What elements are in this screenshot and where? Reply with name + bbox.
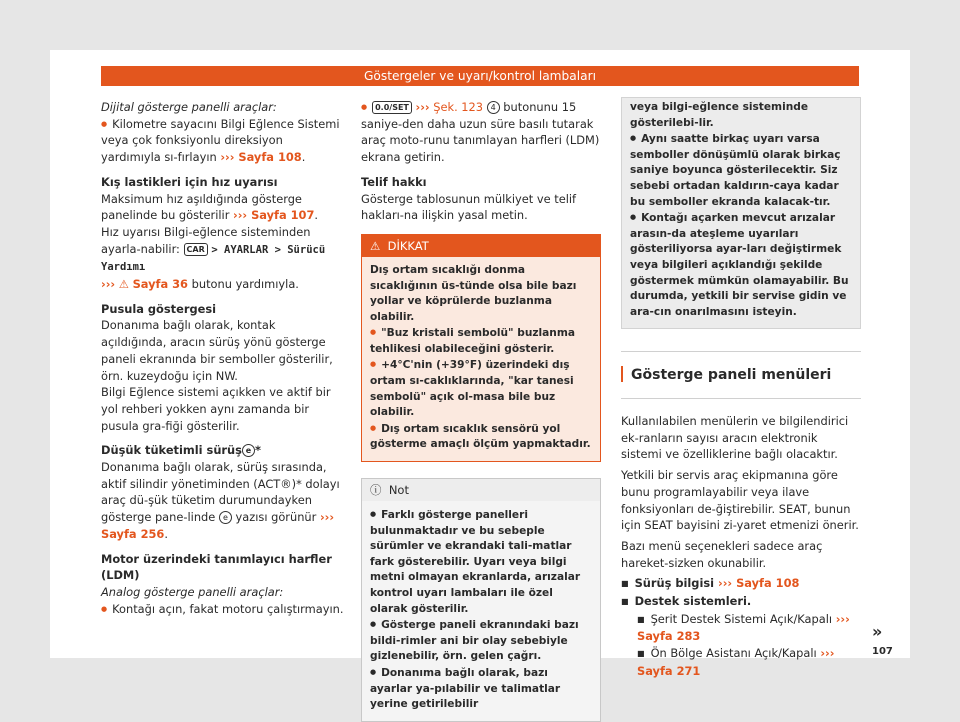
menus-text-3: Bazı menü seçenekleri sadece araç hareket-sizken okunabilir. — [621, 538, 823, 570]
note-item: ● Farklı gösterge panelleri bulunmaktadır ve bu sebeple sürümler ve ekrandaki tali-matlar fark gösterebilir. Uyarı veya bilgi metni olmayan ekranlarda, arızalar kontrol uyarı lambaları ile özel olarak gösterilir. — [370, 507, 592, 617]
heading-copyright: Telif hakkı — [361, 174, 427, 189]
menu-list-item: ■ Destek sistemleri. — [621, 593, 861, 611]
note-body — [362, 501, 600, 721]
warning-item: ● +4°C'nin (+39°F) üzerindeki dış ortam sı-caklıklarında, "kar tanesi sembolü" açık ol-masa bile buz olabilir. — [370, 357, 592, 420]
menu-path: > AYARLAR > Sürücü Yardımı — [101, 243, 326, 274]
figure-link[interactable]: Şek. 123 — [433, 100, 484, 114]
chapter-header: Göstergeler ve uyarı/kontrol lambaları — [101, 66, 859, 86]
eco-text: Donanıma bağlı olarak, sürüş sırasında, aktif silindir yönetiminden (ACT®)* dolayı araç dü-şük tüketim durumundayken gösterge pane-linde e yazısı görünür ››› Sayfa 256. — [101, 460, 340, 541]
warning-item: ● Dış ortam sıcaklık sensörü yol gösterme amaçlı ölçüm yapmaktadır. — [370, 421, 592, 453]
warning-header: ⚠ DİKKAT — [362, 235, 600, 257]
submenu-item: ■ Ön Bölge Asistanı Açık/Kapalı ››› Sayfa 271 — [621, 645, 861, 679]
car-button-icon: CAR — [184, 243, 208, 256]
heading-compass: Pusula göstergesi — [101, 301, 217, 316]
warning-text: Dış ortam sıcaklığı donma sıcaklığının üs-tünde olsa bile bazı yollar ve köprülerde buzlanma olabilir. — [370, 263, 577, 323]
page-link[interactable]: ››› Sayfa 256 — [101, 510, 335, 541]
heading-winter-tyres: Kış lastikleri için hız uyarısı — [101, 174, 278, 189]
note-item: ● Aynı saatte birkaç uyarı varsa semboller dönüşümlü olarak birkaç saniye boyunca gösterilecektir. Siz sebebi ortadan kaldırın-caya kadar bu semboller ekranda kalacak-tır. — [630, 131, 852, 210]
page-link[interactable]: ››› Sayfa 271 — [637, 646, 835, 678]
ignition-text: ● Kontağı açın, fakat motoru çalıştırmayın. — [101, 601, 344, 618]
ldm-button-text: ● 0.0/SET ››› Şek. 123 4 butonunu 15 saniye-den daha uzun süre basılı tutarak araç moto-runu tanımlayan harfleri (LDM) ekrana getirin. — [361, 99, 601, 166]
warning-item: ● "Buz kristali sembolü" buzlanma tehlikesi olabileceğini gösterir. — [370, 325, 592, 357]
warning-body — [362, 257, 600, 461]
note-item: ● Kontağı açarken mevcut arızalar arasın-da ateşleme uyarıları gösteriliyorsa ayar-ları değiştirmek veya bilgileri açıklandığı şekilde göstermek mümkün olamayabilir. Bu durumda, yetkili bir servise gidin ve ara-cın onarılmasını isteyin. — [630, 210, 852, 320]
warning-triangle-icon: ⚠ — [118, 277, 129, 292]
note-box — [361, 478, 601, 722]
intro-digital: Dijital gösterge panelli araçlar: — [101, 100, 277, 114]
odometer-reset-text: ● Kilometre sayacını Bilgi Eğlence Sistemi veya çok fonksiyonlu direksiyon yardımıyla sı-fırlayın ››› Sayfa 108. — [101, 116, 344, 166]
menu-list-item: ■ Sürüş bilgisi ››› Sayfa 108 — [621, 575, 861, 593]
page-number: 107 — [872, 646, 893, 657]
copyright-text: Gösterge tablosunun mülkiyet ve telif hakları-na ilişkin yasal metin. — [361, 191, 577, 223]
menus-text-1: Kullanılabilen menülerin ve bilgilendirici ek-ranların sayısı aracın elektronik sistemi ve özelliklerine bağlı olacaktır. — [621, 414, 849, 462]
info-icon: ⓘ — [370, 483, 382, 498]
speed-warning-text: Maksimum hız aşıldığında gösterge panelinde bu gösterilir ››› Sayfa 107. — [101, 191, 319, 223]
warning-triangle-icon: ⚠ — [370, 238, 381, 253]
eco-icon: e — [242, 444, 255, 457]
menus-text-2: Yetkili bir servis araç ekipmanına göre bunu programlayabilir veya ilave fonksiyonları de-ğiştirebilir. SEAT, bunun için SEAT bayisini zi-yaret etmenizi önerir. — [621, 468, 859, 533]
continue-marker: » — [872, 622, 883, 641]
warning-box — [361, 234, 601, 462]
heading-ldm: Motor üzerindeki tanımlayıcı harfler (LDM) — [101, 551, 332, 583]
page-link[interactable]: ››› Sayfa 283 — [637, 611, 850, 644]
section-heading: Gösterge paneli menüleri — [621, 351, 861, 399]
callout-number: 4 — [487, 101, 500, 114]
note-box-continued — [621, 97, 861, 329]
page-link[interactable]: Sayfa 36 — [132, 277, 188, 292]
set-button-icon: 0.0/SET — [372, 101, 412, 114]
compass-text-2: Bilgi Eğlence sistemi açıkken ve aktif bir yol rehberi yokken aynı zamanda bir pusula gra-fiği gösterilir. — [101, 385, 331, 433]
column-3 — [621, 99, 861, 680]
heading-eco: Düşük tüketimli sürüş e * — [101, 443, 261, 458]
compass-text-1: Donanıma bağlı olarak, kontak açıldığında, aracın sürüş yönü gösterge paneli ekranında bir semboller gösterilir, örn. kuzeydoğu için NW. — [101, 318, 333, 383]
column-1 — [101, 99, 344, 617]
note-item: ● Donanıma bağlı olarak, bazı ayarlar ya-pılabilir ve talimatlar yerine getirilebilir — [370, 665, 592, 713]
intro-analog: Analog gösterge panelli araçlar: — [101, 584, 284, 599]
infotainment-setting-text: Hız uyarısı Bilgi-eğlence sisteminden ayarla-nabilir: CAR > AYARLAR > Sürücü Yardımı ››› ⚠ Sayfa 36 butonu yardımıyla. — [101, 224, 326, 292]
page-link[interactable]: ››› Sayfa 108 — [718, 576, 800, 591]
submenu-item: ■ Şerit Destek Sistemi Açık/Kapalı ››› Sayfa 283 — [621, 611, 861, 645]
page-link[interactable]: ››› Sayfa 107 — [233, 208, 315, 223]
page-link[interactable]: ››› Sayfa 108 — [220, 150, 302, 165]
note-header: ⓘ Not — [362, 479, 600, 501]
eco-icon: e — [219, 511, 232, 524]
note-item: ● Gösterge paneli ekranındaki bazı bildi-rimler ani bir olay sebebiyle gizlenebilir, örn. gelen çağrı. — [370, 617, 592, 665]
column-2 — [361, 99, 601, 722]
note-continued-text: veya bilgi-eğlence sisteminde gösterilebi-lir. — [630, 101, 809, 129]
